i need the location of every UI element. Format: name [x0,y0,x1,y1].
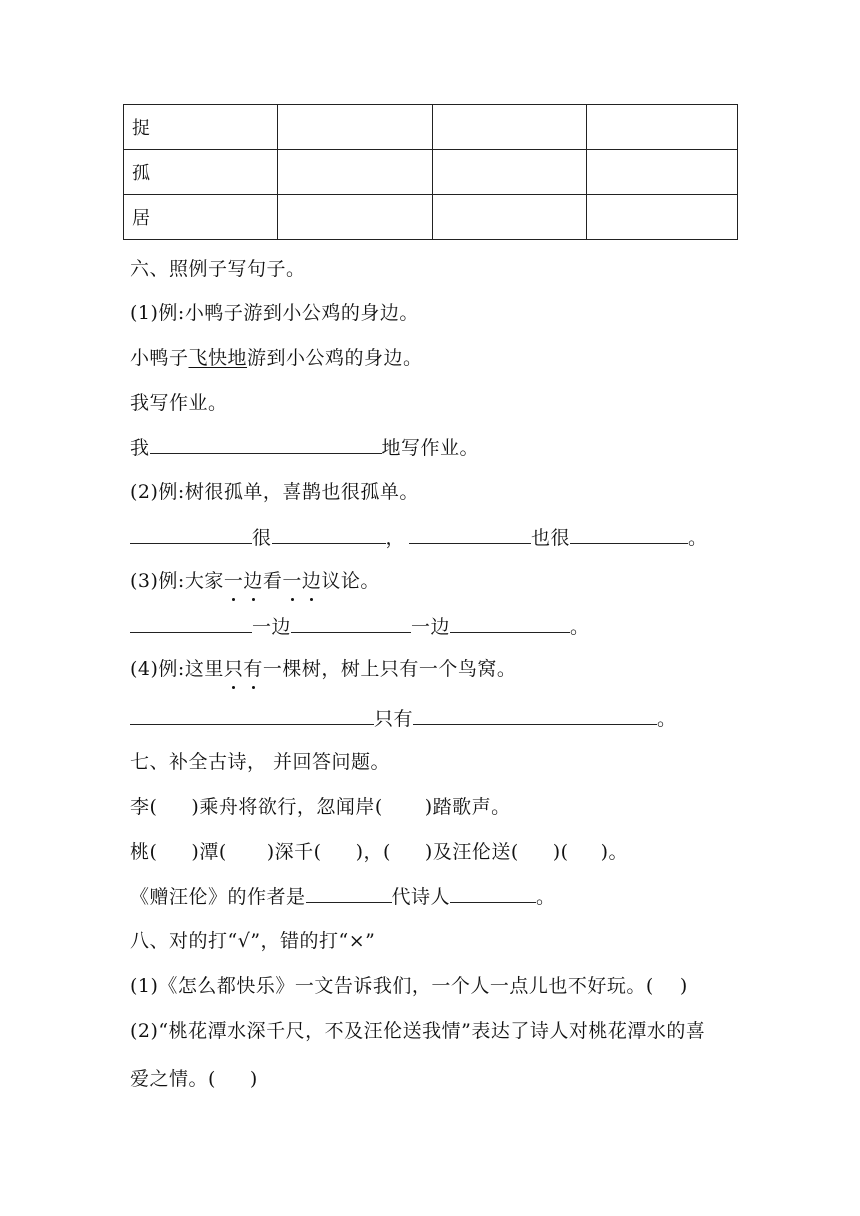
answer-blank[interactable] [450,884,536,903]
table-cell-blank [433,105,587,150]
text: 。 [688,527,708,549]
answer-blank[interactable] [450,614,570,633]
text: )及汪伦送( [424,841,519,863]
text: )潭( [191,841,227,863]
text: 桃( [130,841,158,863]
q3-example [130,569,380,593]
q1-answer-line [130,435,479,460]
text: )。 [600,841,628,863]
dotted-char: 边 [243,570,263,592]
dotted-char: 边 [301,570,322,592]
q2-answer-line [130,525,708,550]
table-cell-blank [278,195,433,240]
text: 也很 [531,527,571,549]
q1-prompt: 我写作业。 [130,392,228,414]
section6-heading: 六、照例子写句子。 [130,258,306,280]
answer-blank[interactable] [272,525,386,544]
text: )乘舟将欲行，忽闻岸( [191,796,383,818]
answer-blank[interactable] [130,614,252,633]
judge-q2-line1: (2)“桃花潭水深千尺，不及汪伦送我情”表达了诗人对桃花潭水的喜 [130,1020,706,1042]
section7-heading: 七、补全古诗， 并回答问题。 [130,751,391,773]
text: 看 [262,570,283,592]
text: 。 [657,708,677,730]
author-question [130,884,556,909]
text: 一棵树，树上只有一个鸟窝。 [262,658,517,680]
table-cell-char: 孤 [124,150,278,195]
q1-model-sentence [130,346,423,370]
text: (4)例:这里 [130,658,224,680]
text: (3)例:大家 [130,570,224,592]
answer-blank[interactable] [570,525,688,544]
table-cell-blank [278,150,433,195]
q3-answer-line [130,614,590,639]
table-cell-blank [433,195,587,240]
text: 很 [252,527,272,549]
dotted-char: 一 [282,570,302,592]
section8-heading: 八、对的打“√”，错的打“×” [130,930,376,952]
text: 我 [130,437,150,459]
q1-example: (1)例:小鸭子游到小公鸡的身边。 [130,302,419,324]
q4-example [130,657,516,681]
table-row [124,105,738,150]
judge-q2-line2 [130,1067,258,1091]
dotted-char: 有 [243,658,263,680]
text: 。 [536,886,556,908]
table-cell-blank [433,150,587,195]
table-cell-blank [278,105,433,150]
underlined-word: 飞快地 [188,347,248,369]
table-row [124,195,738,240]
character-table [123,104,738,240]
text: ， [385,527,406,549]
text: (1)《怎么都快乐》一文告诉我们，一个人一点儿也不好玩。( [130,975,654,997]
answer-blank[interactable] [130,706,374,725]
table-cell-blank [587,150,738,195]
text: 。 [570,616,590,638]
poem-line-1 [130,795,511,819]
text: 只有 [374,708,414,730]
q2-example: (2)例:树很孤单，喜鹊也很孤单。 [130,481,419,503]
text: )深千( [266,841,322,863]
text: 李( [130,796,158,818]
text: 爱之情。( [130,1068,216,1090]
q4-answer-line [130,706,677,731]
text: )踏歌声。 [424,796,511,818]
answer-blank[interactable] [130,525,252,544]
judge-q1 [130,974,688,998]
text: )，( [355,841,391,863]
text: ) [249,1068,258,1090]
text: 一边 [411,616,451,638]
text: 代诗人 [391,886,451,908]
table-cell-blank [587,105,738,150]
poem-line-2 [130,840,628,864]
table-row [124,150,738,195]
text: 《赠汪伦》的作者是 [130,886,306,908]
text: 一边 [252,616,292,638]
dotted-char: 一 [223,570,244,592]
text: 议论。 [321,570,380,592]
text: 游到小公鸡的身边。 [247,347,423,369]
text: )( [552,841,569,863]
answer-blank[interactable] [413,706,657,725]
answer-blank[interactable] [291,614,411,633]
text: ) [679,975,688,997]
answer-blank[interactable] [150,435,382,454]
text: 地写作业。 [381,437,480,459]
answer-blank[interactable] [306,884,392,903]
dotted-char: 只 [223,658,244,680]
answer-blank[interactable] [409,525,531,544]
table-cell-char: 居 [124,195,278,240]
table-cell-blank [587,195,738,240]
text: 小鸭子 [130,347,189,369]
table-cell-char: 捉 [124,105,278,150]
